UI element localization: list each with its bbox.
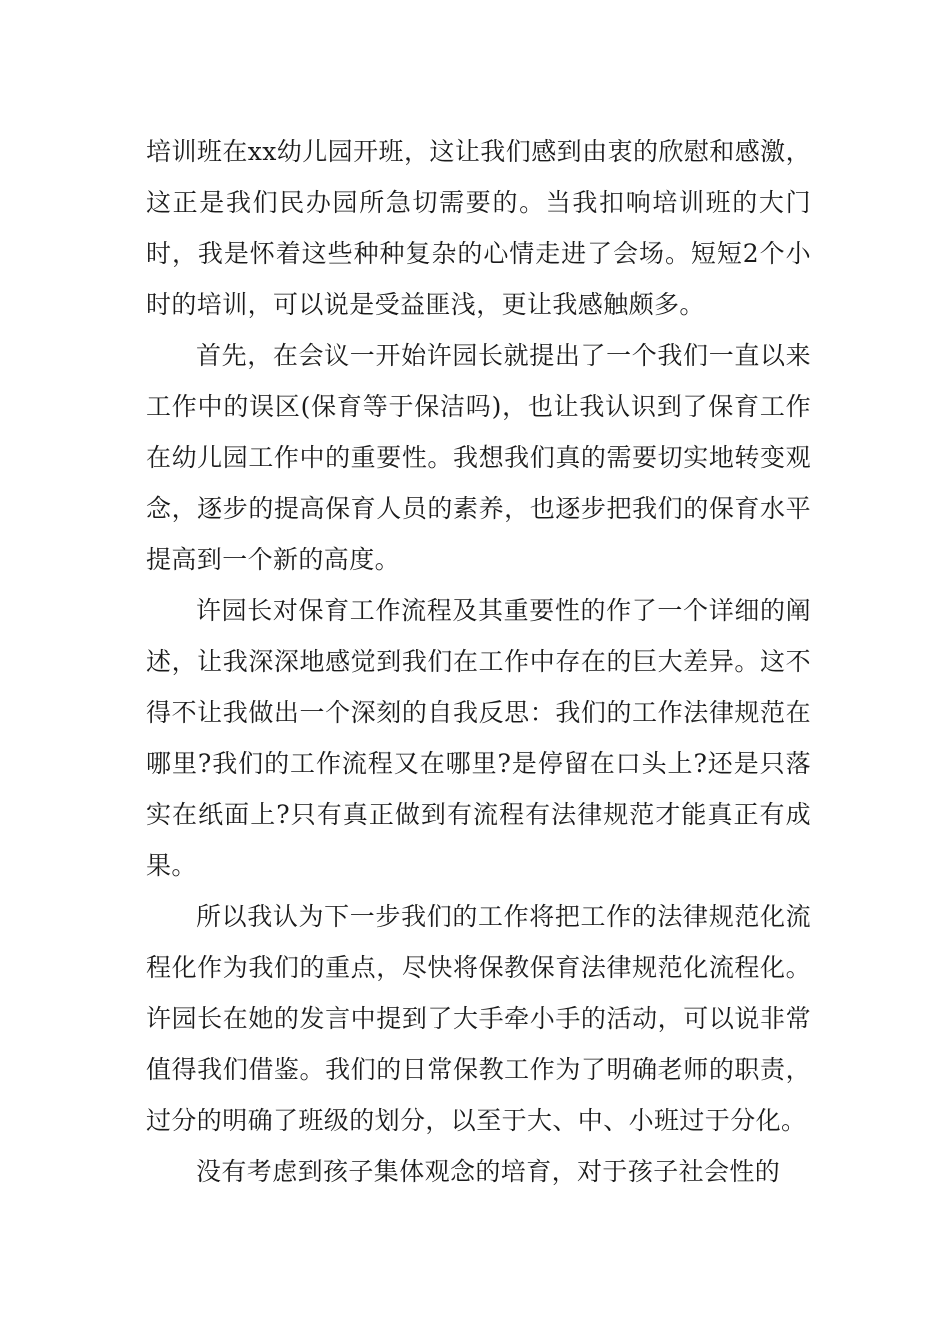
paragraph: 所以我认为下一步我们的工作将把工作的法律规范化流程化作为我们的重点，尽快将保教保育法律规范化流程化。许园长在她的发言中提到了大手牵小手的活动，可以说非常值得我们借鉴。我们的日常保教工作为了明确老师的职责，过分的明确了班级的划分，以至于大、中、小班过于分化。 — [146, 902, 811, 1135]
paragraph: 没有考虑到孩子集体观念的培育，对于孩子社会性的 — [196, 1157, 781, 1186]
document-body — [146, 126, 811, 1197]
paragraph: 培训班在xx幼儿园开班，这让我们感到由衷的欣慰和感激，这正是我们民办园所急切需要的。当我扣响培训班的大门时，我是怀着这些种种复杂的心情走进了会场。短短2个小时的培训，可以说是受益匪浅，更让我感触颇多。 — [146, 137, 811, 319]
paragraph: 首先，在会议一开始许园长就提出了一个我们一直以来工作中的误区(保育等于保洁吗)，也让我认识到了保育工作在幼儿园工作中的重要性。我想我们真的需要切实地转变观念，逐步的提高保育人员的素养，也逐步把我们的保育水平提高到一个新的高度。 — [146, 341, 811, 574]
paragraph: 许园长对保育工作流程及其重要性的作了一个详细的阐述，让我深深地感觉到我们在工作中存在的巨大差异。这不得不让我做出一个深刻的自我反思：我们的工作法律规范在哪里?我们的工作流程又在哪里?是停留在口头上?还是只落实在纸面上?只有真正做到有流程有法律规范才能真正有成果。 — [146, 596, 811, 880]
